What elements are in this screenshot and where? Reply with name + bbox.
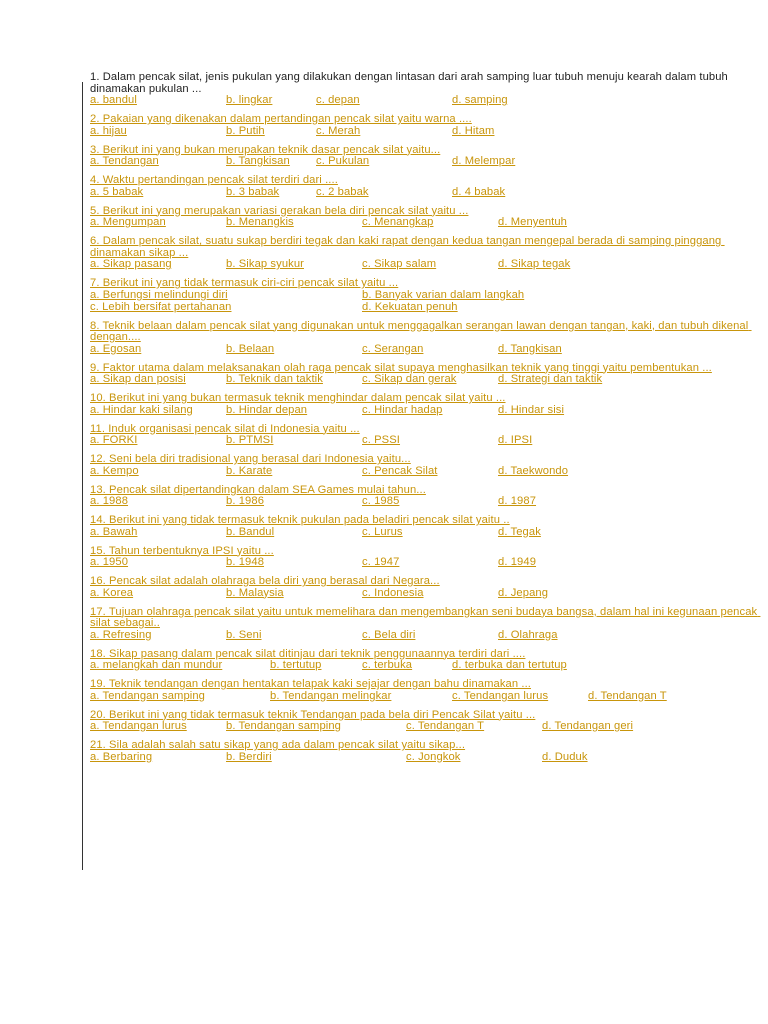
answer-option[interactable]: a. Bawah	[90, 525, 138, 538]
answer-option[interactable]: b. PTMSI	[226, 434, 274, 446]
answer-option[interactable]: d. Jepang	[498, 586, 549, 599]
answer-option[interactable]: b. Sikap syukur	[226, 258, 304, 270]
question-text: 9. Faktor utama dalam melaksanakan olah raga pencak silat supaya menghasilkan teknik yang tinggi yaitu pembentukan ...	[90, 361, 712, 374]
question-8	[90, 321, 762, 356]
answer-option[interactable]: d. Menyentuh	[498, 216, 567, 228]
answer-option[interactable]: b. Seni	[226, 628, 262, 641]
answer-options	[90, 187, 762, 199]
answer-option[interactable]: b. Bandul	[226, 525, 275, 538]
answer-option[interactable]: d. 1949	[498, 556, 537, 568]
answer-options	[90, 126, 762, 138]
answer-option[interactable]: a. Tendangan samping	[90, 689, 205, 702]
answer-option[interactable]: b. Tendangan samping	[226, 720, 341, 732]
answer-option[interactable]: a. Tendangan	[90, 155, 159, 167]
question-text: 17. Tujuan olahraga pencak silat yaitu untuk memelihara dan mengembangkan seni budaya bangsa, dalam hal ini kegunaan pencak silat sebagai..	[90, 605, 761, 629]
question-text: 20. Berikut ini yang tidak termasuk teknik Tendangan pada bela diri Pencak Silat yaitu ...	[90, 708, 536, 721]
answer-option[interactable]: a. Berfungsi melindungi diri	[90, 288, 228, 301]
answer-option[interactable]: c. Jongkok	[406, 750, 461, 763]
answer-option[interactable]: a. Sikap dan posisi	[90, 373, 186, 385]
answer-option[interactable]: b. 1986	[226, 495, 265, 507]
answer-option[interactable]: d. Taekwondo	[498, 464, 569, 477]
answer-option[interactable]: a. 1988	[90, 495, 129, 507]
answer-options	[90, 95, 762, 107]
answer-option[interactable]: d. Strategi dan taktik	[498, 373, 603, 385]
answer-option[interactable]: d. samping	[452, 94, 508, 106]
question-text: 8. Teknik belaan dalam pencak silat yang digunakan untuk menggagalkan serangan lawan dengan tangan, kaki, dan tubuh dikenal dengan....	[90, 319, 752, 343]
answer-option[interactable]: c. Sikap salam	[362, 258, 437, 270]
answer-option[interactable]: d. Hindar sisi	[498, 403, 565, 416]
question-19	[90, 679, 762, 703]
question-text: 3. Berikut ini yang bukan merupakan teknik dasar pencak silat yaitu...	[90, 143, 441, 156]
answer-option[interactable]: a. 5 babak	[90, 185, 144, 198]
answer-options	[90, 405, 762, 417]
answer-option[interactable]: b. Tangkisan	[226, 155, 290, 167]
question-21	[90, 740, 762, 764]
question-text: 12. Seni bela diri tradisional yang berasal dari Indonesia yaitu...	[90, 453, 411, 465]
answer-option[interactable]: b. 3 babak	[226, 185, 280, 198]
answer-option[interactable]: a. Mengumpan	[90, 216, 166, 228]
answer-options	[90, 691, 762, 703]
answer-option[interactable]: b. Teknik dan taktik	[226, 373, 323, 385]
answer-option[interactable]: a. Korea	[90, 586, 134, 599]
answer-option[interactable]: b. Berdiri	[226, 750, 272, 763]
answer-options	[90, 344, 762, 356]
answer-option[interactable]: d. Sikap tegak	[498, 258, 571, 270]
answer-option[interactable]: b. Karate	[226, 464, 273, 477]
answer-option[interactable]: c. Lurus	[362, 525, 403, 538]
question-4	[90, 175, 762, 199]
answer-option[interactable]: d. IPSI	[498, 434, 533, 446]
answer-option[interactable]: c. Pukulan	[316, 155, 370, 167]
answer-option[interactable]: d. 1987	[498, 495, 537, 507]
answer-option[interactable]: b. Putih	[226, 124, 265, 137]
question-text: 11. Induk organisasi pencak silat di Indonesia yaitu ...	[90, 422, 360, 435]
question-text: 15. Tahun terbentuknya IPSI yaitu ...	[90, 544, 274, 557]
answer-option[interactable]: c. Tendangan T	[406, 720, 485, 732]
question-2	[90, 114, 762, 138]
answer-option[interactable]: a. Sikap pasang	[90, 258, 172, 270]
answer-options	[90, 466, 762, 478]
answer-option[interactable]: c. Indonesia	[362, 586, 424, 599]
answer-option[interactable]: d. Tendangan T	[588, 689, 667, 702]
answer-options	[90, 588, 762, 600]
question-text: 16. Pencak silat adalah olahraga bela diri yang berasal dari Negara...	[90, 575, 440, 587]
answer-option[interactable]: c. depan	[316, 94, 360, 106]
answer-option[interactable]: d. terbuka dan tertutup	[452, 659, 567, 671]
answer-option[interactable]: b. Menangkis	[226, 216, 294, 228]
answer-option[interactable]: b. Belaan	[226, 342, 275, 355]
question-text: 13. Pencak silat dipertandingkan dalam SEA Games mulai tahun...	[90, 483, 426, 496]
answer-option[interactable]: a. 1950	[90, 556, 129, 568]
answer-option[interactable]: b. tertutup	[270, 659, 322, 671]
answer-option[interactable]: c. 1947	[362, 556, 400, 568]
question-text: 5. Berikut ini yang merupakan variasi gerakan bela diri pencak silat yaitu ...	[90, 204, 469, 217]
answer-option[interactable]: a. Hindar kaki silang	[90, 403, 193, 416]
answer-option[interactable]: b. lingkar	[226, 94, 273, 106]
question-text: 2. Pakaian yang dikenakan dalam pertandingan pencak silat yaitu warna ....	[90, 113, 472, 125]
question-1	[90, 72, 762, 107]
answer-option[interactable]: a. Berbaring	[90, 750, 153, 763]
question-18	[90, 649, 762, 673]
question-16	[90, 576, 762, 600]
answer-option[interactable]: b. Tendangan melingkar	[270, 689, 392, 702]
answer-option[interactable]: c. 2 babak	[316, 185, 369, 198]
answer-option[interactable]: b. 1948	[226, 556, 265, 568]
question-text: 1. Dalam pencak silat, jenis pukulan yang dilakukan dengan lintasan dari arah samping luar tubuh menuju kearah dalam tubuh dinamakan pukulan ...	[90, 71, 732, 95]
answer-option[interactable]: a. hijau	[90, 124, 127, 137]
question-text: 18. Sikap pasang dalam pencak silat ditinjau dari teknik penggunaannya terdiri dari ....	[90, 647, 526, 660]
question-14	[90, 515, 762, 539]
answer-option[interactable]: c. Bela diri	[362, 628, 416, 641]
answer-options	[90, 630, 762, 642]
question-20	[90, 710, 762, 734]
answer-options	[90, 374, 762, 386]
question-text: 19. Teknik tendangan dengan hentakan telapak kaki sejajar dengan bahu dinamakan ...	[90, 678, 531, 690]
answer-option[interactable]: c. Hindar hadap	[362, 403, 443, 416]
answer-option[interactable]: c. Serangan	[362, 342, 424, 355]
answer-option[interactable]: d. Kekuatan penuh	[362, 300, 458, 313]
question-5	[90, 206, 762, 230]
answer-option[interactable]: d. Olahraga	[498, 628, 558, 641]
question-12	[90, 454, 762, 478]
answer-options	[90, 527, 762, 539]
answer-option[interactable]: a. Tendangan lurus	[90, 720, 187, 732]
answer-option[interactable]: a. Egosan	[90, 342, 142, 355]
answer-option[interactable]: c. PSSI	[362, 434, 401, 446]
answer-option[interactable]: c. 1985	[362, 495, 400, 507]
answer-options	[90, 557, 762, 569]
answer-option[interactable]: a. melangkah dan mundur	[90, 659, 223, 671]
answer-option[interactable]: c. Menangkap	[362, 216, 434, 228]
answer-option[interactable]: d. Melempar	[452, 155, 516, 167]
answer-option[interactable]: b. Hindar depan	[226, 403, 308, 416]
question-7	[90, 278, 762, 314]
answer-options	[90, 660, 762, 672]
answer-option[interactable]: c. Sikap dan gerak	[362, 373, 457, 385]
question-10	[90, 393, 762, 417]
question-text: 7. Berikut ini yang tidak termasuk ciri-ciri pencak silat yaitu ...	[90, 277, 399, 289]
question-3	[90, 145, 762, 169]
answer-option[interactable]: d. 4 babak	[452, 185, 506, 198]
answer-option[interactable]: c. Pencak Silat	[362, 464, 438, 477]
answer-options	[90, 290, 762, 314]
question-9	[90, 363, 762, 387]
answer-option[interactable]: d. Tendangan geri	[542, 720, 634, 732]
answer-option[interactable]: a. Refresing	[90, 628, 152, 641]
answer-options	[90, 259, 762, 271]
answer-option[interactable]: b. Banyak varian dalam langkah	[362, 288, 525, 301]
answer-option[interactable]: a. FORKI	[90, 434, 138, 446]
answer-option[interactable]: d. Tangkisan	[498, 342, 562, 355]
answer-options	[90, 496, 762, 508]
page-margin-line	[82, 82, 83, 870]
question-15	[90, 546, 762, 570]
answer-options	[90, 217, 762, 229]
question-6	[90, 236, 762, 271]
answer-option[interactable]: b. Malaysia	[226, 586, 284, 599]
answer-option[interactable]: d. Duduk	[542, 750, 588, 763]
quiz-document	[90, 72, 762, 771]
question-11	[90, 424, 762, 448]
question-text: 6. Dalam pencak silat, suatu sukap berdiri tegak dan kaki rapat dengan kedua tangan mengepal berada di samping pinggang dinamakan sikap ...	[90, 235, 725, 259]
answer-option[interactable]: c. Lebih bersifat pertahanan	[90, 300, 232, 313]
question-text: 14. Berikut ini yang tidak termasuk teknik pukulan pada beladiri pencak silat yaitu ..	[90, 514, 510, 526]
question-13	[90, 485, 762, 509]
answer-option[interactable]: a. bandul	[90, 94, 137, 106]
answer-option[interactable]: c. Tendangan lurus	[452, 689, 549, 702]
question-text: 10. Berikut ini yang bukan termasuk teknik menghindar dalam pencak silat yaitu ...	[90, 392, 506, 404]
question-text: 21. Sila adalah salah satu sikap yang ada dalam pencak silat yaitu sikap...	[90, 739, 466, 751]
answer-options	[90, 721, 762, 733]
answer-option[interactable]: c. Merah	[316, 124, 361, 137]
answer-option[interactable]: d. Hitam	[452, 124, 495, 137]
answer-options	[90, 156, 762, 168]
answer-option[interactable]: d. Tegak	[498, 525, 541, 538]
question-17	[90, 607, 762, 642]
answer-options	[90, 752, 762, 764]
answer-option[interactable]: c. terbuka	[362, 659, 413, 671]
answer-options	[90, 435, 762, 447]
question-text: 4. Waktu pertandingan pencak silat terdiri dari ....	[90, 174, 338, 186]
answer-option[interactable]: a. Kempo	[90, 464, 139, 477]
